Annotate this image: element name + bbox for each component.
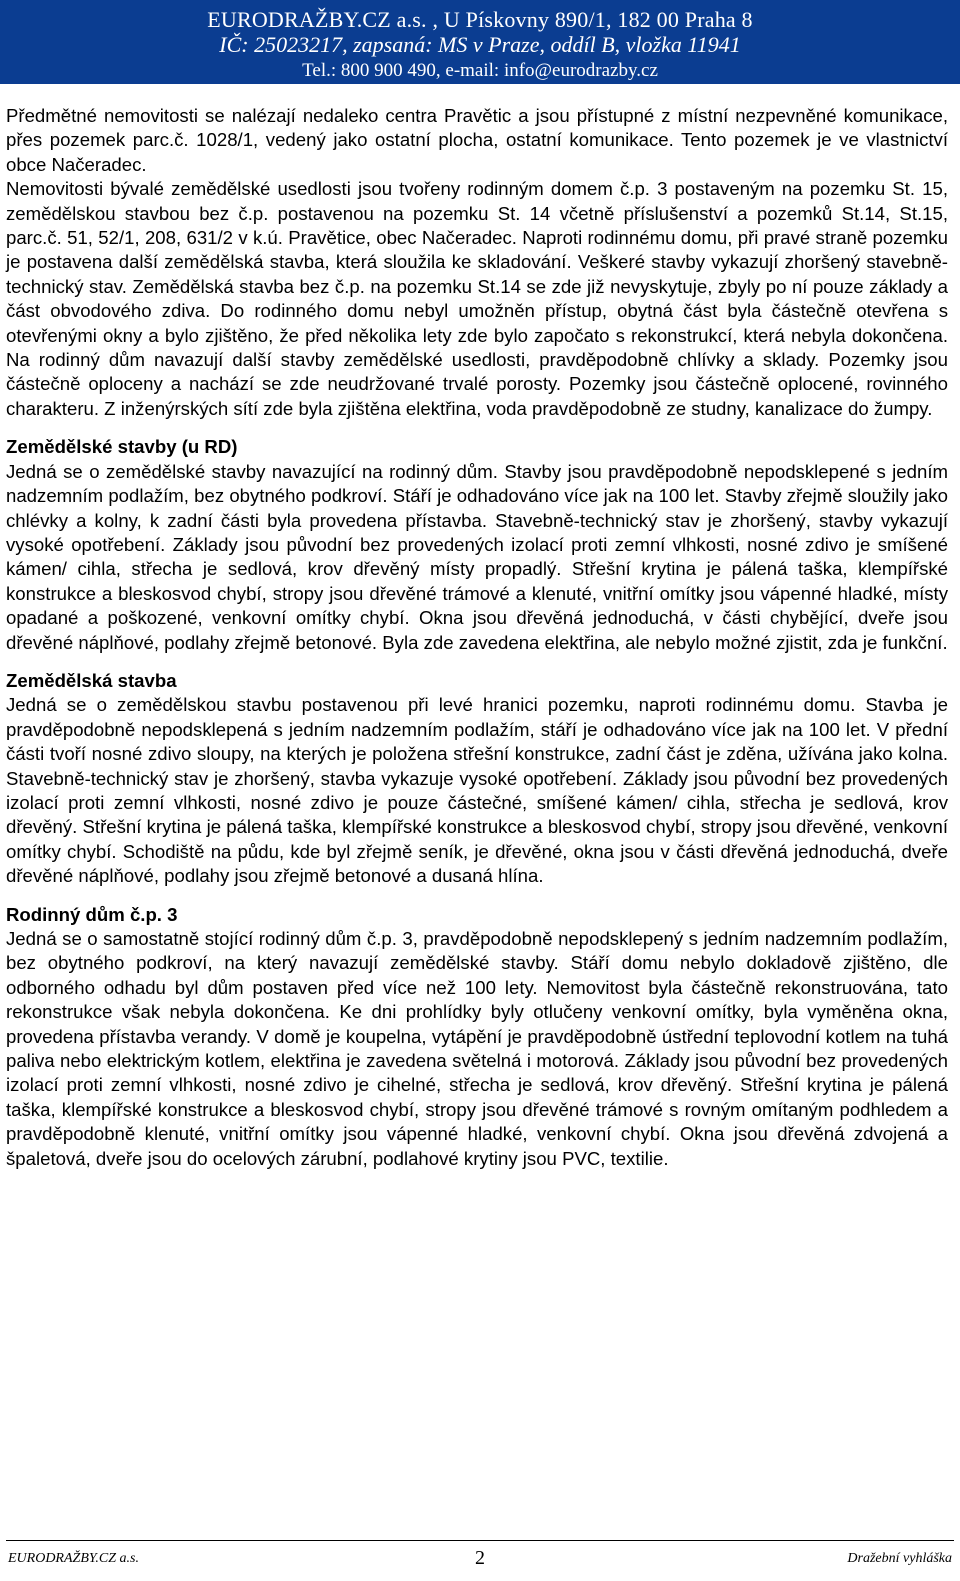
letterhead-registration: IČ: 25023217, zapsaná: MS v Praze, oddíl B, vložka 11941 — [219, 32, 741, 57]
page-footer — [6, 1540, 954, 1577]
section-heading: Rodinný dům č.p. 3 — [6, 903, 178, 925]
section-spacer — [6, 421, 948, 435]
letterhead-banner — [0, 0, 960, 84]
section-heading: Zemědělské stavby (u RD) — [6, 436, 238, 458]
section-spacer — [6, 655, 948, 669]
document-body — [6, 104, 948, 1171]
section-text: Jedná se o zemědělskou stavbu postavenou při levé hranici pozemku, naproti rodinnému domu. Stavba je pravděpodobně nepodsklepená s jedním nadzemním podlažím, stáří je odhadováno více jak na 100 let. V přední části tvoří nosné zdivo sloupy, na kterých je položena střešní konstrukce, zadní část je zděna, užívána jako kolna. Stavebně-technický stav je zhoršený, stavba vykazuje vysoké opotřebení. Základy jsou původní bez provedených izolací proti zemní vlhkosti, nosné zdivo je pouze částečné, smíšené kámen/ cihla, střecha je sedlová, krov dřevěný. Střešní krytina je pálená taška, klempířské konstrukce a bleskosvod chybí, stropy jsou dřevěné, venkovní omítky chybí. Schodiště na půdu, kde byl zřejmě seník, je dřevěné, okna jsou v části dřevěná jednoduchá, dveře dřevěné náplňové, podlahy jsou zřejmě betonové a dusaná hlína. — [6, 694, 948, 887]
description-paragraph: Nemovitosti bývalé zemědělské usedlosti jsou tvořeny rodinným domem č.p. 3 postaveným na pozemku St. 15, zemědělskou stavbou bez č.p. postavenou na pozemku St. 14 včetně příslušenství a pozemků St.14, St.15, parc.č. 51, 52/1, 208, 631/2 v k.ú. Pravětice, obec Načeradec. Naproti rodinnému domu, při pravé straně pozemku je postavena další zemědělská stavba, která sloužila ke skladování. Veškeré stavby vykazují zhoršený stavebně-technický stav. Zemědělská stavba bez č.p. na pozemku St.14 se zde již nevyskytuje, zbyly po ní pouze základy a část obvodového zdiva. Do rodinného domu nebyl umožněn přístup, obytná část byla částečně otevřena s otevřenými okny a bylo zjištěno, že před několika lety zde bylo započato s rekonstrukcí, která nebyla dokončena. Na rodinný dům navazují další stavby zemědělské usedlosti, pravděpodobně chlívky a sklady. Pozemky jsou částečně oploceny a nachází se zde neudržované trvalé porosty. Pozemky jsou částečně oplocené, rovinného charakteru. Z inženýrských sítí zde byla zjištěna elektřina, voda pravděpodobně ze studny, kanalizace do žumpy. — [6, 178, 948, 419]
page-number: 2 — [475, 1547, 485, 1569]
section-text: Jedná se o samostatně stojící rodinný dům č.p. 3, pravděpodobně nepodsklepený s jedním nadzemním podlažím, bez obytného podkroví, na který navazují zemědělské stavby. Stáří domu nebylo dokladově zjištěno, dle odborného odhadu byl dům postaven před více než 100 lety. Nemovitost byla částečně rekonstruována, tato rekonstrukce však nebyla dokončena. Ke dni prohlídky byly otlučeny venkovní omítky, byla vyměněna okna, provedena přístavba verandy. V domě je koupelna, vytápění je pravděpodobně ústřední teplovodní kotlem na tuhá paliva nebo elektrickým kotlem, elektřina je zavedena světelná i motorová. Základy jsou původní bez provedených izolací proti zemní vlhkosti, nosné zdivo je cihelné, střecha je sedlová, krov dřevěný. Střešní krytina je pálená taška, klempířské konstrukce a bleskosvod chybí, stropy jsou dřevěné trámové s rovným omítaným podhledem a pravděpodobně klenuté, vnitřní omítky jsou vápenné hladké, venkovní chybí. Okna jsou dřevěná zdvojená a špaletová, dveře jsou do ocelových zárubní, podlahové krytiny jsou PVC, textilie. — [6, 928, 948, 1169]
intro-paragraph: Předmětné nemovitosti se nalézají nedaleko centra Pravětic a jsou přístupné z místní nezpevněné komunikace, přes pozemek parc.č. 1028/1, vedený jako ostatní plocha, ostatní komunikace. Tento pozemek je ve vlastnictví obce Načeradec. — [6, 105, 948, 175]
section-spacer — [6, 889, 948, 903]
section-text: Jedná se o zemědělské stavby navazující na rodinný dům. Stavby jsou pravděpodobně nepodsklepené s jedním nadzemním podlažím, bez obytného podkroví. Stáří je odhadováno více jak na 100 let. Stavby zřejmě sloužily jako chlévky a kolny, k zadní části byla provedena přístavba. Stavebně-technický stav je zhoršený, stavby vykazují vysoké opotřebení. Základy jsou původní bez provedených izolací proti zemní vlhkosti, nosné zdivo je smíšené kámen/ cihla, střecha je sedlová, krov dřevěný místy propadlý. Střešní krytina je pálená taška, klempířské konstrukce a bleskosvod chybí, stropy jsou dřevěné trámové a klenuté, vnitřní omítky jsou vápenné hladké, místy opadané a poškozené, venkovní omítky chybí. Okna jsou dřevěná jednoduchá, v části chybějící, dveře jsou dřevěné náplňové, podlahy zřejmě betonové. Byla zde zavedena elektřina, ale nebylo možné zjistit, zda je funkční. — [6, 460, 948, 653]
letterhead-contact: Tel.: 800 900 490, e-mail: info@eurodrazby.cz — [302, 60, 658, 81]
section-heading: Zemědělská stavba — [6, 669, 177, 691]
footer-company: EURODRAŽBY.CZ a.s. — [8, 1551, 139, 1566]
footer-document-type: Dražební vyhláška — [847, 1551, 952, 1566]
letterhead-company-address: EURODRAŽBY.CZ a.s. , U Pískovny 890/1, 182 00 Praha 8 — [207, 7, 753, 32]
